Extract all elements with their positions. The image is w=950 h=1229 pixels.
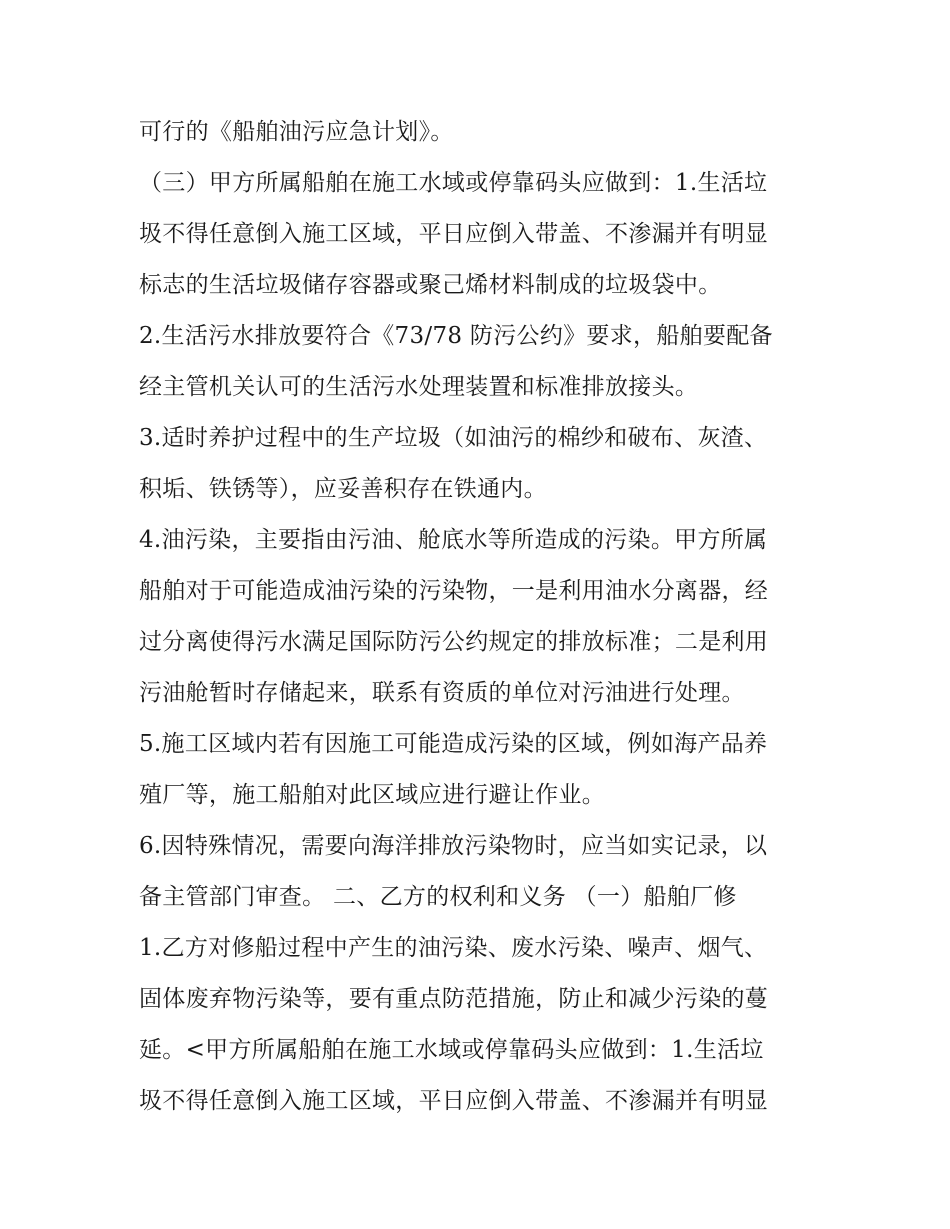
text-line: 2.生活污水排放要符合《73/78 防污公约》要求，船舶要配备 (139, 323, 773, 349)
text-line: 船舶对于可能造成油污染的污染物，一是利用油水分离器，经 (139, 578, 769, 604)
text-line: 4.油污染，主要指由污油、舱底水等所造成的污染。甲方所属 (139, 527, 768, 553)
text-line: 固体废弃物污染等，要有重点防范措施，防止和减少污染的蔓 (139, 986, 769, 1012)
text-line: 备主管部门审查。 二、乙方的权利和义务 （一）船舶厂修 (139, 884, 737, 910)
text-line: 过分离使得污水满足国际防污公约规定的排放标准；二是利用 (139, 629, 769, 655)
text-line: 经主管机关认可的生活污水处理装置和标准排放接头。 (139, 374, 699, 400)
text-line: 1.乙方对修船过程中产生的油污染、废水污染、噪声、烟气、 (139, 935, 768, 961)
text-line: 3.适时养护过程中的生产垃圾（如油污的棉纱和破布、灰渣、 (139, 425, 768, 451)
text-line: 殖厂等，施工船舶对此区域应进行避让作业。 (139, 782, 605, 808)
text-line: 5.施工区域内若有因施工可能造成污染的区域，例如海产品养 (139, 731, 768, 757)
text-line: 圾不得任意倒入施工区域，平日应倒入带盖、不渗漏并有明显 (139, 1088, 769, 1114)
text-line: 可行的《船舶油污应急计划》。 (139, 119, 454, 145)
text-line: 圾不得任意倒入施工区域，平日应倒入带盖、不渗漏并有明显 (139, 221, 769, 247)
text-line: （三）甲方所属船舶在施工水域或停靠码头应做到：1.生活垃 (139, 170, 768, 196)
text-line: 标志的生活垃圾储存容器或聚己烯材料制成的垃圾袋中。 (139, 272, 722, 298)
text-line: 6.因特殊情况，需要向海洋排放污染物时，应当如实记录，以 (139, 833, 768, 859)
text-line: 积垢、铁锈等），应妥善积存在铁通内。 (139, 476, 547, 502)
text-line: 污油舱暂时存储起来，联系有资质的单位对污油进行处理。 (139, 680, 745, 706)
document-body (139, 107, 819, 1127)
text-line: 延。<甲方所属船舶在施工水域或停靠码头应做到：1.生活垃 (139, 1037, 764, 1063)
